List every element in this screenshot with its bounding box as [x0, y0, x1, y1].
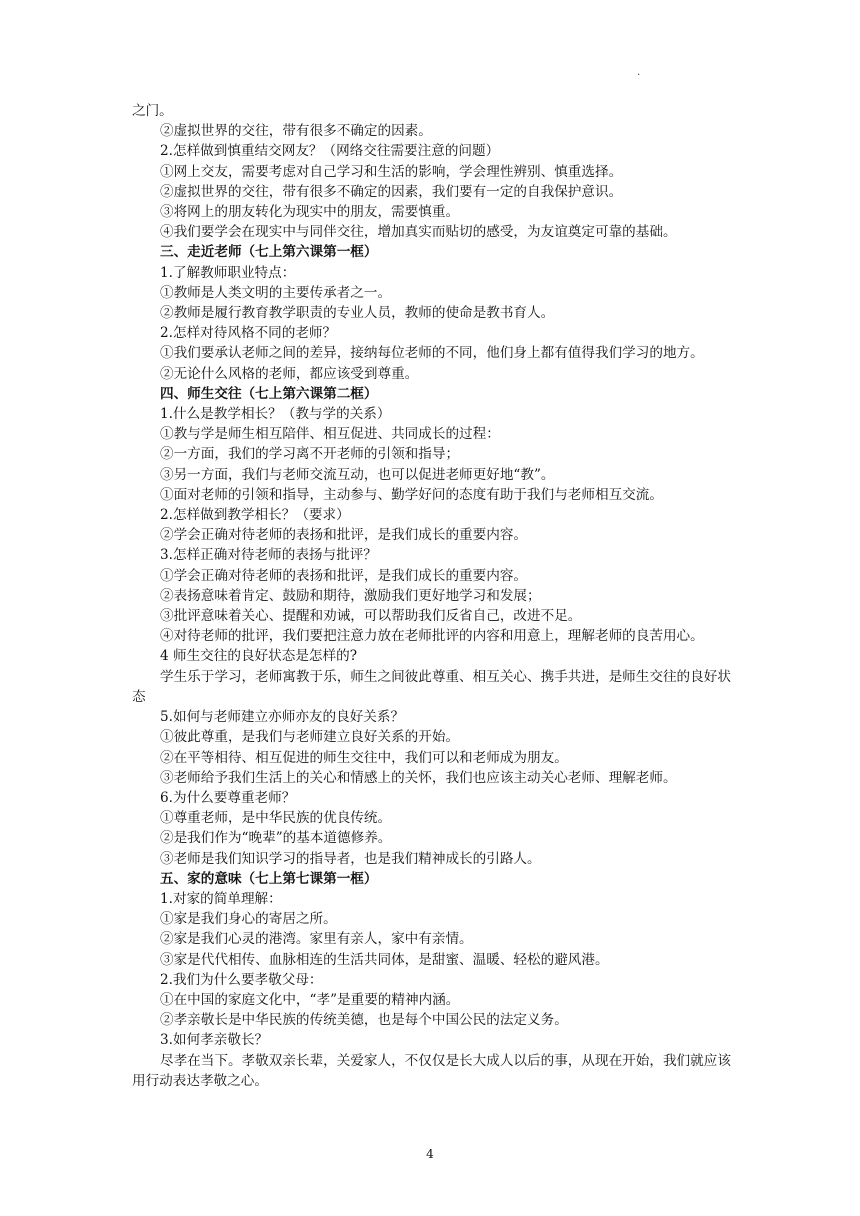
text-line: ①尊重老师，是中华民族的优良传统。 — [160, 810, 392, 827]
text-line: ①我们要承认老师之间的差异，接纳每位老师的不同，他们身上都有值得我们学习的地方。 — [160, 345, 704, 362]
text-line: ④我们要学会在现实中与同伴交往，增加真实而贴切的感受，为友谊奠定可靠的基础。 — [160, 224, 677, 241]
text-line: ③家是代代相传、血脉相连的生活共同体，是甜蜜、温暖、轻松的避风港。 — [160, 951, 609, 968]
section-heading: 五、家的意味（七上第七课第一框） — [160, 870, 378, 887]
text-line: ②无论什么风格的老师，都应该受到尊重。 — [160, 365, 419, 382]
text-line: ③批评意味着关心、提醒和劝诫，可以帮助我们反省自己，改进不足。 — [160, 608, 582, 625]
text-line: ②教师是履行教育教学职责的专业人员，教师的使命是教书育人。 — [160, 305, 555, 322]
section-heading: 四、师生交往（七上第六课第二框） — [160, 385, 378, 402]
text-line: ②在平等相待、相互促进的师生交往中，我们可以和老师成为朋友。 — [160, 749, 568, 766]
text-line: ②学会正确对待老师的表扬和批评，是我们成长的重要内容。 — [160, 527, 528, 544]
text-line: 3.怎样正确对待老师的表扬与批评？ — [160, 547, 377, 564]
text-line: ③老师是我们知识学习的指导者，也是我们精神成长的引路人。 — [160, 850, 541, 867]
text-line: 6.为什么要尊重老师？ — [160, 789, 296, 806]
text-line: 2.我们为什么要孝敬父母： — [160, 971, 323, 988]
text-line: ①彼此尊重，是我们与老师建立良好关系的开始。 — [160, 729, 460, 746]
text-line: ③将网上的朋友转化为现实中的朋友，需要慎重。 — [160, 204, 460, 221]
text-line: ④对待老师的批评，我们要把注意力放在老师批评的内容和用意上，理解老师的良苦用心。 — [160, 628, 704, 645]
text-line: 之门。 — [132, 103, 173, 119]
header-mark: . — [637, 67, 641, 78]
text-line: 1.对家的简单理解： — [160, 890, 282, 907]
document-body — [132, 101, 738, 1091]
text-line: 5.如何与老师建立亦师亦友的良好关系？ — [160, 709, 405, 726]
text-line: ③老师给予我们生活上的关心和情感上的关怀，我们也应该主动关心老师、理解老师。 — [160, 769, 677, 786]
text-line: ①在中国的家庭文化中，“孝”是重要的精神内涵。 — [160, 991, 460, 1008]
text-line: 2.怎样做到教学相长？（要求） — [160, 507, 350, 524]
text-line: ②虚拟世界的交往，带有很多不确定的因素。 — [160, 123, 432, 140]
text-line: ②一方面，我们的学习离不开老师的引领和指导； — [160, 446, 460, 463]
text-line: ①学会正确对待老师的表扬和批评，是我们成长的重要内容。 — [160, 567, 528, 584]
text-line: ②是我们作为“晚辈”的基本道德修养。 — [160, 830, 392, 847]
section-heading: 三、走近老师（七上第六课第一框） — [160, 244, 378, 261]
text-line: 尽孝在当下。孝敬双亲长辈，关爱家人，不仅仅是长大成人以后的事，从现在开始，我们就应该用行动表达孝敬之心。 — [132, 1052, 731, 1089]
text-line: ②家是我们心灵的港湾。家里有亲人，家中有亲情。 — [160, 931, 473, 948]
text-line: 2.怎样对待风格不同的老师？ — [160, 325, 337, 342]
text-line: ③另一方面，我们与老师交流互动，也可以促进老师更好地“教”。 — [160, 466, 555, 483]
text-line: ①教师是人类文明的主要传承者之一。 — [160, 284, 392, 301]
text-line: ①教与学是师生相互陪伴、相互促进、共同成长的过程： — [160, 426, 500, 443]
text-line: 1.了解教师职业特点： — [160, 264, 296, 281]
text-line: ②虚拟世界的交往，带有很多不确定的因素，我们要有一定的自我保护意识。 — [160, 183, 623, 200]
page-number: 4 — [426, 1147, 434, 1161]
text-line: 学生乐于学习，老师寓教于乐，师生之间彼此尊重、相互关心、携手共进，是师生交往的良好状态 — [132, 668, 731, 705]
text-line: ①网上交友，需要考虑对自己学习和生活的影响，学会理性辨别、慎重选择。 — [160, 163, 623, 180]
text-line: ①面对老师的引领和指导，主动参与、勤学好问的态度有助于我们与老师相互交流。 — [160, 486, 663, 503]
text-line: 1.什么是教学相长？（教与学的关系） — [160, 406, 391, 423]
text-line: 2.怎样做到慎重结交网友？（网络交往需要注意的问题） — [160, 143, 500, 160]
text-line: 3.如何孝亲敬长？ — [160, 1032, 269, 1049]
text-line: ②孝亲敬长是中华民族的传统美德，也是每个中国公民的法定义务。 — [160, 1012, 568, 1029]
text-line: ②表扬意味着肯定、鼓励和期待，激励我们更好地学习和发展； — [160, 587, 541, 604]
text-line: 4 师生交往的良好状态是怎样的? — [160, 648, 357, 665]
text-line: ①家是我们身心的寄居之所。 — [160, 911, 337, 928]
